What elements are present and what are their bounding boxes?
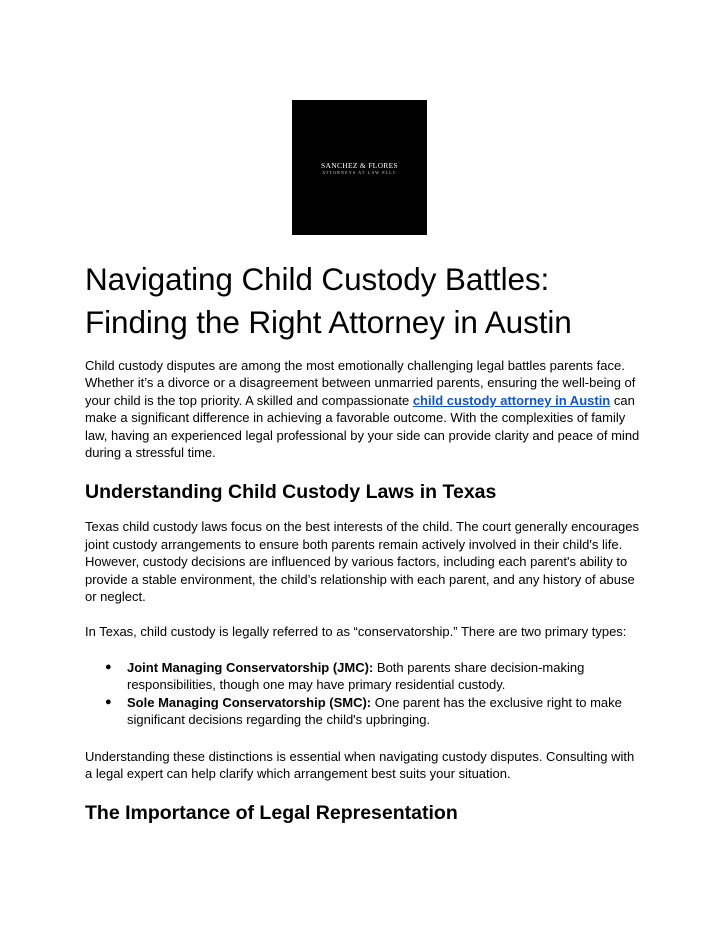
conservatorship-intro-paragraph: In Texas, child custody is legally referred to as “conservatorship.” There are two primary types:: [85, 624, 627, 640]
conservatorship-types-list: [85, 659, 645, 729]
attorney-austin-link[interactable]: child custody attorney in Austin: [412, 392, 611, 408]
intro-paragraph: [85, 357, 645, 461]
distinctions-paragraph: Understanding these distinctions is essential when navigating custody disputes. Consulting with a legal expert can help clarify which arrangement best suits your situation.: [85, 748, 635, 781]
article-body: [85, 258, 645, 839]
list-item-term: Sole Managing Conservatorship (SMC):: [127, 694, 372, 710]
logo-firm-name: SANCHEZ & FLORES: [321, 160, 398, 170]
intro-text-before-link: Child custody disputes are among the most emotionally challenging legal battles parents face. Whether it’s a divorce or a disagreement between unmarried parents, ensuring the well-being of your child is the top priority. A skilled and compassionate: [85, 358, 636, 408]
bullet-icon: ●: [105, 660, 112, 673]
logo-subtitle: ATTORNEYS AT LAW PLLC: [322, 169, 397, 175]
title-line-2: Finding the Right Attorney in Austin: [85, 304, 572, 340]
section-heading-custody-laws: Understanding Child Custody Laws in Texas: [85, 481, 497, 504]
list-item-jmc: [105, 659, 645, 694]
bullet-icon: ●: [105, 695, 112, 708]
custody-laws-paragraph: Texas child custody laws focus on the best interests of the child. The court generally encourages joint custody arrangements to ensure both parents remain actively involved in their child's life. However, custody decisions are influenced by various factors, including each parent's ability to provide a stable environment, the child’s relationship with each parent, and any history of abuse or neglect.: [85, 519, 640, 605]
firm-logo: [292, 100, 427, 235]
list-item-description: Both parents share decision-making responsibilities, though one may have primary residential custody.: [127, 659, 585, 693]
section-heading-legal-representation: The Importance of Legal Representation: [85, 802, 458, 825]
title-line-1: Navigating Child Custody Battles:: [85, 261, 550, 297]
intro-text-after-link: can make a significant difference in achieving a favorable outcome. With the complexities of family law, having an experienced legal professional by your side can provide clarity and peace of mind during a stressful time.: [85, 392, 640, 461]
list-item-smc: [105, 694, 645, 729]
list-item-description: One parent has the exclusive right to make significant decisions regarding the child's upbringing.: [127, 694, 622, 728]
list-item-term: Joint Managing Conservatorship (JMC):: [127, 659, 374, 675]
article-title: [85, 258, 645, 344]
